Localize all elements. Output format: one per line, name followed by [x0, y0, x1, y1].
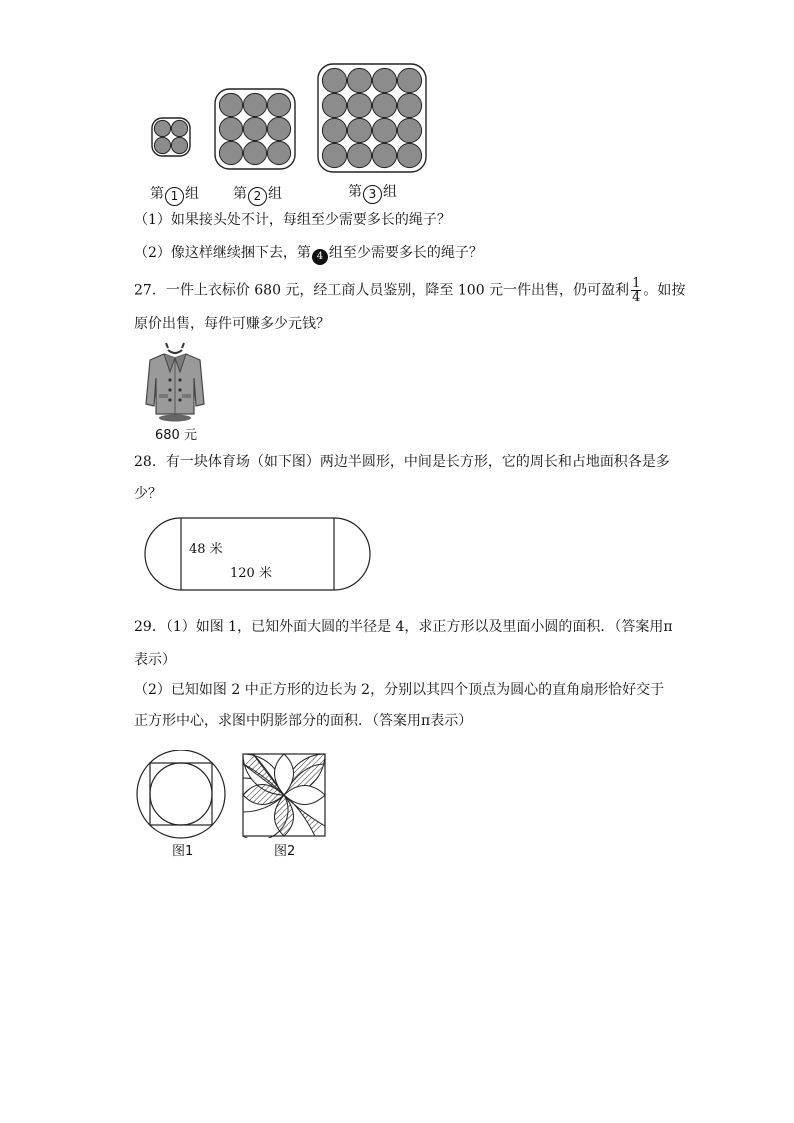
group-label-3: [348, 182, 397, 204]
circle-bundles-figure: [140, 60, 460, 180]
q26-sub2-text-b: 组至少需要多长的绳子？: [328, 245, 483, 261]
q27-line2: 原价出售，每件可赚多少元钱？: [134, 316, 330, 332]
bundle-circle: [243, 141, 266, 164]
stadium-width-label: 48 米: [189, 542, 223, 557]
bundle-circle: [267, 117, 290, 140]
bundle-circle: [322, 118, 346, 142]
bundle-circle: [243, 117, 266, 140]
bundle-circle: [267, 93, 290, 116]
bundle-circle: [347, 93, 371, 117]
figure-2: [241, 752, 327, 838]
bundle-circle: [397, 68, 421, 92]
q26-sub1: （1）如果接头处不计，每组至少需要多长的绳子？: [134, 212, 451, 228]
bundle-circle: [154, 137, 170, 153]
bundle-circle: [397, 143, 421, 167]
group-label-suffix: 组: [383, 184, 397, 200]
bundle-circle: [219, 141, 242, 164]
bundle-circle: [219, 93, 242, 116]
bundle-circle: [347, 68, 371, 92]
group-label-2: [233, 184, 282, 206]
figure-2-label: 图2: [274, 844, 296, 859]
bundle-circle: [372, 143, 396, 167]
stadium-length-label: 120 米: [230, 566, 272, 581]
bundle-group-2: [215, 89, 295, 169]
bundle-group-3: [318, 64, 426, 172]
bundle-circle: [397, 118, 421, 142]
fraction: [631, 277, 641, 304]
group-label-suffix: 组: [185, 186, 199, 202]
group-label-prefix: 第: [348, 184, 362, 200]
q29-line3: （2）已知如图 2 中正方形的边长为 2，分别以其四个顶点为圆心的直角扇形恰好交于: [134, 682, 665, 698]
group-label-prefix: 第: [150, 186, 164, 202]
bundle-circle: [322, 68, 346, 92]
circled-number: 1: [165, 187, 184, 206]
q26-sub2: [134, 243, 483, 265]
q28-line1: 28．有一块体育场（如下图）两边半圆形，中间是长方形，它的周长和占地面积各是多: [134, 454, 670, 470]
jacket-icon: [142, 342, 208, 422]
bundle-circle: [322, 93, 346, 117]
bundle-circle: [372, 93, 396, 117]
circled-number-filled: 4: [312, 249, 328, 265]
bundle-circle: [347, 143, 371, 167]
fraction-denominator: 4: [632, 290, 641, 305]
fraction-numerator: 1: [632, 276, 641, 291]
q27-text-a: 27．一件上衣标价 680 元，经工商人员鉴别，降至 100 元一件出售，仍可盈利: [134, 282, 630, 299]
q28-line2: 少？: [134, 486, 162, 502]
bundle-circle: [322, 143, 346, 167]
q29-line4: 正方形中心，求图中阴影部分的面积．（答案用π表示）: [134, 713, 473, 729]
group-label-1: [150, 184, 199, 206]
bundle-circle: [219, 117, 242, 140]
q26-sub2-text-a: （2）像这样继续捆下去，第: [134, 245, 311, 261]
group-label-prefix: 第: [233, 186, 247, 202]
circled-number: 2: [248, 187, 267, 206]
bundle-circle: [267, 141, 290, 164]
circled-number: 3: [363, 185, 382, 204]
bundle-circle: [171, 137, 187, 153]
q29-line2: 表示）: [134, 652, 176, 668]
figure-1-label: 图1: [172, 844, 194, 859]
bundle-circle: [372, 118, 396, 142]
bundle-circle: [243, 93, 266, 116]
bundle-circle: [347, 118, 371, 142]
price-tag: 680 元: [155, 428, 197, 443]
bundle-circle: [171, 120, 187, 136]
group-label-suffix: 组: [268, 186, 282, 202]
q29-line1: 29．（1）如图 1，已知外面大圆的半径是 4，求正方形以及里面小圆的面积．（答案用π: [134, 619, 673, 635]
q27-line1: [134, 277, 685, 304]
bundle-circle: [154, 120, 170, 136]
bundle-circle: [372, 68, 396, 92]
figure-1: [134, 750, 230, 840]
bundle-circle: [397, 93, 421, 117]
bundle-group-1: [152, 118, 190, 156]
q27-text-b: 。如按: [643, 282, 686, 299]
